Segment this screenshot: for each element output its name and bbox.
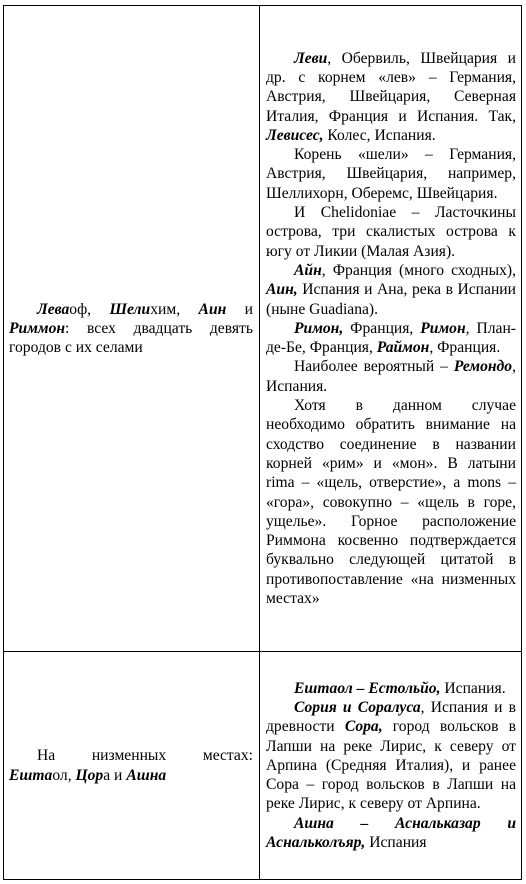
text-run: оф, [69, 300, 110, 318]
table-row [4, 6, 522, 652]
emphasized-term: Ашна [126, 766, 167, 784]
paragraph [266, 145, 516, 203]
row2-left-text [9, 746, 253, 785]
emphasized-term: Аин, [266, 281, 298, 299]
text-run: , Испания. [266, 358, 516, 395]
text-run: а и [103, 766, 127, 784]
paragraph [266, 357, 516, 396]
emphasized-term: Шели [109, 300, 151, 318]
emphasized-term: Римон [420, 319, 466, 337]
paragraph [266, 814, 516, 853]
paragraph [266, 49, 516, 145]
row1-left-cell [4, 6, 260, 652]
row1-left-text [9, 300, 253, 358]
text-run: и [226, 300, 254, 318]
emphasized-term: Лева [37, 300, 70, 318]
text-run: Наиболее вероятный – [294, 358, 454, 376]
emphasized-term: Римон, [294, 319, 344, 337]
text-run: , Обервиль, Швейцария и др. с корнем «лев» – Германия, Австрия, Швейцария, Северная Италия, Франция и Испания. Так, [266, 49, 516, 125]
paragraph [266, 679, 516, 698]
emphasized-term: Ештаол – Естольйо, [294, 679, 441, 697]
row2-left-cell [4, 652, 260, 880]
emphasized-term: Аин [198, 300, 227, 318]
emphasized-term: Раймон [376, 339, 430, 357]
text-run: , Испания и в древности [266, 698, 516, 736]
emphasized-term: Ремондо [453, 358, 513, 376]
paragraph [266, 396, 516, 608]
text-run: ол, [52, 766, 76, 784]
text-run: Колес, Испания. [323, 126, 436, 144]
text-run: , Франция. [429, 339, 501, 357]
emphasized-term: Леви [294, 49, 328, 67]
text-run: Испания и Ана, река в Испании (ныне Guadiana). [266, 281, 516, 318]
text-run: И Chelidoniae – Ласточкины острова, три скалистых острова к югу от Ликии (Малая Азия). [266, 204, 516, 260]
text-run: Франция, [343, 319, 421, 337]
emphasized-term: Цор [75, 766, 104, 784]
comparison-table [3, 5, 522, 880]
emphasized-term: Левисес, [266, 126, 324, 144]
text-run: , Франция (много сходных), [321, 261, 516, 279]
row2-right-cell [260, 652, 522, 880]
paragraph [266, 319, 516, 358]
text-run: Корень «шели» – Германия, Австрия, Швейцария, например, Шеллихорн, Оберемс, Швейцария. [266, 146, 516, 202]
emphasized-term: Риммон [9, 319, 66, 337]
text-run: город вольсков в Лапши на реке Лирис, к северу от Арпина (Средняя Италия), и ранее Сора – город вольсков в Лапши на реке Лирис, к северу от Арпина. [266, 718, 516, 813]
emphasized-term: Айн [294, 261, 322, 279]
text-run: : всех двадцать девять городов с их селами [9, 319, 253, 357]
emphasized-term: Сора, [344, 718, 383, 736]
paragraph [266, 261, 516, 319]
emphasized-term: Ешта [9, 766, 53, 784]
paragraph [266, 698, 516, 814]
text-run: хим, [150, 300, 199, 318]
text-run: , План-де-Бе, Франция, [266, 319, 516, 357]
table-row [4, 652, 522, 880]
text-run: Испания [365, 834, 427, 852]
emphasized-term: Ашна – Аснальказар и Аснальколъяр, [266, 814, 516, 852]
paragraph [266, 203, 516, 261]
text-run: На низменных местах: [37, 747, 253, 765]
text-run: Испания. [440, 679, 506, 697]
emphasized-term: Сория и Соралуса [294, 698, 421, 716]
text-run: Хотя в данном случае необходимо обратить внимание на сходство соединение в названии корней «рим» и «мон». В латыни rima – «щель, отверстие», а mons – «гора», совокупно – «щель в горе, ущелье». Горное расположение Риммона косвенно подтверждается буквально следующей цитатой в противопоставление «на низменных местах» [266, 397, 516, 607]
row1-right-cell [260, 6, 522, 652]
